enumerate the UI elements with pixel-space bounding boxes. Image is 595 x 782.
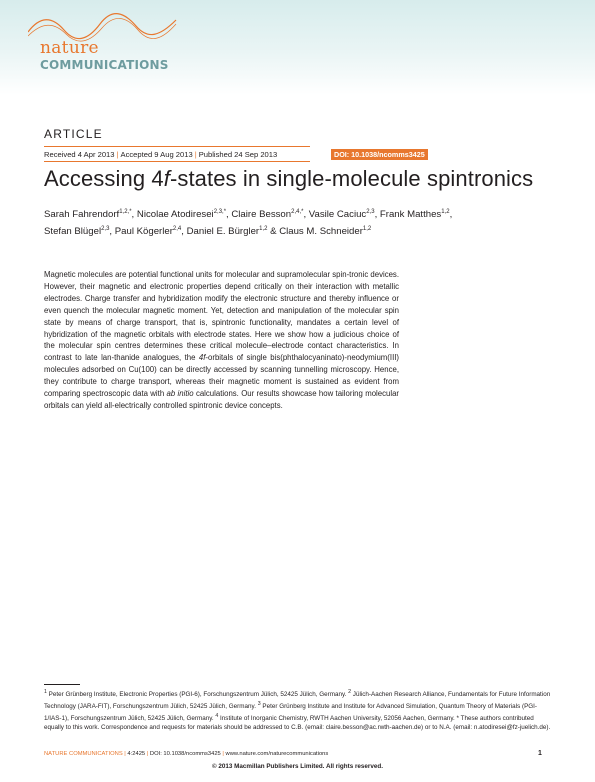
title-italic: f — [163, 166, 170, 191]
author-affiliation-marker: 2,4,* — [291, 209, 304, 215]
divider-bottom — [44, 161, 310, 162]
author-affiliation-marker: 2,3 — [101, 226, 110, 233]
doi-badge[interactable]: DOI: 10.1038/ncomms3425 — [331, 149, 428, 160]
footnote-divider — [44, 684, 80, 685]
author-affiliation-marker: 1,2 — [441, 209, 450, 215]
author-name[interactable]: Daniel E. Bürgler — [186, 226, 260, 238]
footer-citation: 4:2425 — [127, 751, 146, 757]
abstract-text: calculations. Our results showcase how tailoring molecular orbitals can yield all-electrically controlled spintronic device concepts. — [44, 389, 400, 410]
copyright-line: © 2013 Macmillan Publishers Limited. All rights reserved. — [212, 763, 383, 770]
author-affiliation-marker: 1,2,* — [119, 209, 132, 215]
author-name[interactable]: Stefan Blügel — [44, 226, 102, 238]
affiliation-text: Jülich-Aachen Research Alliance, Fundamentals for Future Information Technology (JARA-FIT), Forschungszentrum Jülich, 52425 Jülich, Germany. — [44, 691, 551, 710]
title-part: Accessing 4 — [44, 166, 164, 191]
affiliation-marker: 2 — [348, 689, 352, 695]
footer-separator: | — [220, 751, 226, 757]
abstract-italic: 4f — [198, 353, 206, 363]
affiliation-text: Peter Grünberg Institute, Electronic Properties (PGI-6), Forschungszentrum Jülich, 52425 Jülich, Germany. — [46, 691, 349, 699]
article-title — [44, 166, 533, 192]
author-affiliation-marker: 2,3,* — [213, 209, 227, 215]
author-name[interactable]: Paul Kögerler — [114, 226, 173, 238]
abstract-text: -orbitals of single bis(phthalocyaninato)-neodymium(III) molecules adsorbed on Cu(100) can be directly accessed by scanning tunnelling microscopy. Hence, they contribute to charge transport, whereas their magnetic moment is sustained as evident from comparing spectroscopic data with — [44, 353, 399, 399]
affiliation-marker: 1 — [44, 689, 47, 695]
abstract — [44, 269, 399, 412]
date-separator: | — [194, 150, 197, 159]
affiliation-marker: 3 — [257, 700, 261, 707]
author-name[interactable]: Nicolae Atodiresei — [136, 209, 214, 221]
journal-logo-nature: nature — [40, 38, 99, 58]
journal-logo-communications: COMMUNICATIONS — [40, 58, 169, 72]
author-affiliation-marker: 1,2 — [259, 226, 268, 233]
affiliations-footnote — [44, 688, 554, 732]
page-footer — [44, 751, 549, 757]
footer-url[interactable]: www.nature.com/naturecommunications — [225, 751, 329, 757]
accepted-date: Accepted 9 Aug 2013 — [120, 150, 193, 159]
title-part: -states in single-molecule spintronics — [169, 166, 534, 191]
author-name[interactable]: Vasile Caciuc — [308, 209, 367, 221]
footer-doi[interactable]: DOI: 10.1038/ncomms3425 — [149, 751, 221, 757]
author-separator: , — [109, 226, 115, 238]
published-date: Published 24 Sep 2013 — [198, 150, 278, 159]
affiliation-marker: 4 — [215, 712, 219, 719]
author-separator: , — [374, 209, 380, 221]
author-separator: , — [131, 209, 137, 221]
abstract-italic: ab initio — [166, 389, 194, 399]
footer-journal: NATURE COMMUNICATIONS — [44, 751, 123, 757]
author-separator: , — [449, 209, 453, 221]
author-separator: , — [303, 209, 309, 221]
footer-separator: | — [145, 751, 150, 757]
author-affiliation-marker: 1,2 — [362, 226, 372, 233]
author-list — [44, 205, 564, 239]
author-name[interactable]: Claire Besson — [231, 209, 292, 221]
author-name[interactable]: Claus M. Schneider — [279, 226, 363, 238]
author-affiliation-marker: 2,4 — [172, 226, 182, 233]
affiliation-text: Peter Grünberg Institute and Institute for Advanced Simulation, Quantum Theory of Materials (PGI-1/IAS-1), Forschungszentrum Jülich, 52425 Jülich, Germany. — [44, 702, 538, 722]
affiliation-text: Institute of Inorganic Chemistry, RWTH Aachen University, 52056 Aachen, Germany. — [218, 714, 457, 722]
author-separator: & — [267, 226, 280, 238]
received-date: Received 4 Apr 2013 — [44, 150, 115, 159]
footer-separator: | — [122, 751, 128, 757]
author-name[interactable]: Sarah Fahrendorf — [44, 209, 120, 221]
article-type-label: ARTICLE — [44, 127, 103, 141]
abstract-text: Magnetic molecules are potential functional units for molecular and supramolecular spin-tronic devices. However, their magnetic and electronic properties depend critically on their interaction with metallic electrodes. Charge transfer and hybridization modify the electronic structure and thereby influence or even quench the molecular magnetic moment. Yet, detection and manipulation of the molecular spin state by means of charge transport, that is, spintronic functionality, mandates a certain level of hybridization of the magnetic orbitals with electrode states. Here we show how a judicious choice of the molecular spin centres determines these critical molecule–electrode contact characteristics. In contrast to late lan-thanide analogues, the — [44, 270, 399, 363]
article-dates — [44, 150, 277, 159]
page-number: 1 — [538, 750, 542, 757]
author-name[interactable]: Frank Matthes — [379, 209, 442, 221]
author-separator: , — [181, 226, 187, 238]
author-separator: , — [226, 209, 232, 221]
equal-contribution-marker: * — [456, 714, 459, 722]
author-affiliation-marker: 2,3 — [366, 209, 375, 215]
divider-top — [44, 146, 310, 147]
date-separator: | — [116, 150, 119, 159]
correspondence-text: These authors contributed equally to this work. Correspondence and requests for materials should be addressed to C.B. (email: claire.besson@ac.rwth-aachen.de) or to N.A. (email: n.atodiresei@fz-juelich.de). — [44, 714, 551, 731]
